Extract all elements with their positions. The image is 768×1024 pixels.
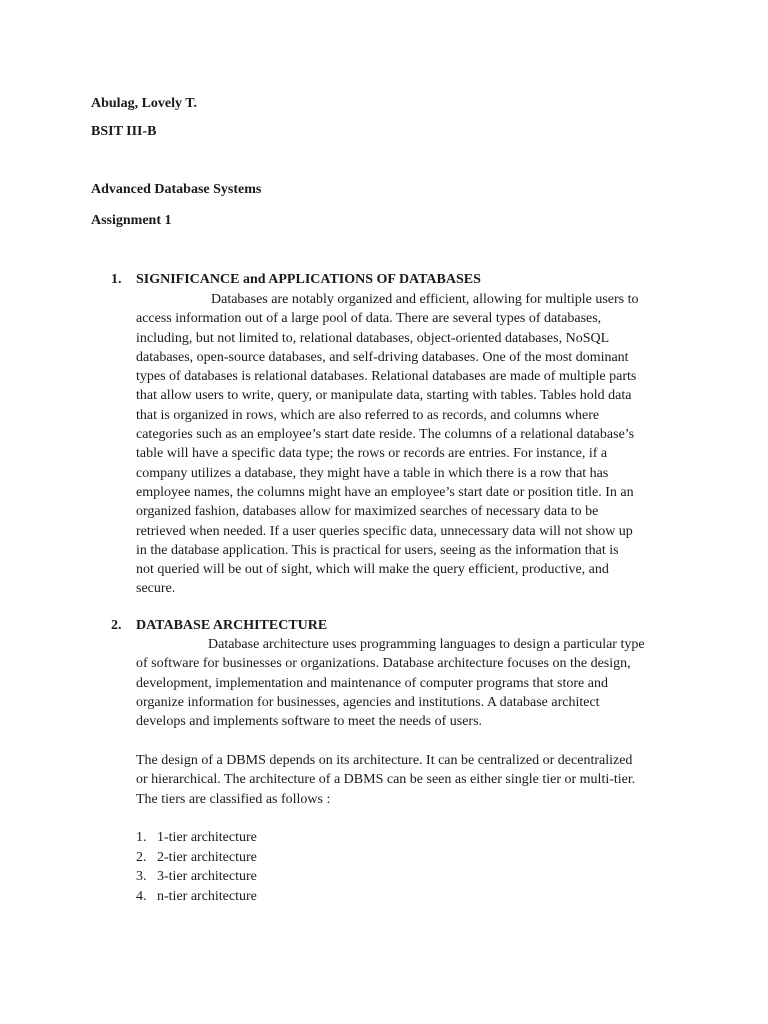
list-item	[136, 848, 257, 868]
paragraph-line: The tiers are classified as follows :	[136, 791, 331, 807]
paragraph-line: databases, open-source databases, and self-driving databases. One of the most dominant	[136, 349, 629, 365]
paragraph-line: company utilizes a database, they might have a table in which there is a row that has	[136, 465, 609, 481]
list-item-text: 3-tier architecture	[157, 869, 257, 885]
paragraph-line: organized fashion, databases allow for maximized searches of necessary data to be	[136, 504, 599, 520]
paragraph-line: including, but not limited to, relational databases, object-oriented databases, NoSQL	[136, 330, 610, 346]
list-item-text: n-tier architecture	[157, 888, 257, 904]
paragraph-line: that allow users to write, query, or manipulate data, starting with tables. Tables hold data	[136, 388, 632, 404]
section-1-paragraph	[136, 290, 676, 599]
section-2-title: DATABASE ARCHITECTURE	[136, 618, 328, 633]
section-2-paragraph-1	[136, 635, 676, 731]
student-name: Abulag, Lovely T.	[91, 96, 198, 111]
paragraph-line: employee names, the columns might have an employee’s start date or position title. In an	[136, 484, 634, 500]
section-1-number: 1.	[111, 272, 122, 287]
paragraph-line: access information out of a large pool of data. There are several types of databases,	[136, 311, 602, 327]
list-item-number: 1.	[136, 830, 147, 845]
paragraph-line: of software for businesses or organizations. Database architecture focuses on the design,	[136, 656, 631, 672]
paragraph-line: development, implementation and maintenance of computer programs that store and	[136, 675, 608, 691]
list-item	[136, 887, 257, 907]
list-item-number: 3.	[136, 869, 147, 885]
class-section: BSIT III-B	[91, 124, 157, 139]
list-item-number: 2.	[136, 849, 147, 865]
course-title: Advanced Database Systems	[91, 182, 262, 197]
paragraph-line: table will have a specific data type; the rows or records are entries. For instance, if a	[136, 446, 608, 462]
list-item-text: 2-tier architecture	[157, 849, 257, 865]
list-item-number: 4.	[136, 888, 147, 904]
list-item	[136, 867, 257, 887]
paragraph-line: The design of a DBMS depends on its architecture. It can be centralized or decentralized	[136, 753, 633, 768]
section-2-paragraph-2	[136, 751, 676, 809]
tier-list	[136, 828, 257, 906]
section-1-title: SIGNIFICANCE and APPLICATIONS OF DATABASES	[136, 272, 481, 287]
section-2-number: 2.	[111, 618, 122, 633]
paragraph-line: in the database application. This is practical for users, seeing as the information that is	[136, 542, 619, 558]
paragraph-line: Databases are notably organized and efficient, allowing for multiple users to	[211, 292, 639, 307]
paragraph-line: types of databases is relational databases. Relational databases are made of multiple parts	[136, 369, 637, 385]
assignment-title: Assignment 1	[91, 213, 172, 228]
paragraph-line: not queried will be out of sight, which will make the query efficient, productive, and	[136, 562, 609, 578]
paragraph-line: or hierarchical. The architecture of a DBMS can be seen as either single tier or multi-tier.	[136, 772, 636, 788]
paragraph-line: develops and implements software to meet the needs of users.	[136, 714, 483, 730]
list-item-text: 1-tier architecture	[157, 830, 257, 845]
list-item	[136, 828, 257, 848]
paragraph-line: categories such as an employee’s start date reside. The columns of a relational database’s	[136, 427, 635, 443]
paragraph-line: that is organized in rows, which are also referred to as records, and columns where	[136, 407, 600, 423]
paragraph-line: Database architecture uses programming languages to design a particular type	[208, 637, 645, 652]
paragraph-line: organize information for businesses, agencies and institutions. A database architect	[136, 694, 600, 710]
paragraph-line: secure.	[136, 581, 176, 597]
paragraph-line: retrieved when needed. If a user queries specific data, unnecessary data will not show up	[136, 523, 633, 539]
